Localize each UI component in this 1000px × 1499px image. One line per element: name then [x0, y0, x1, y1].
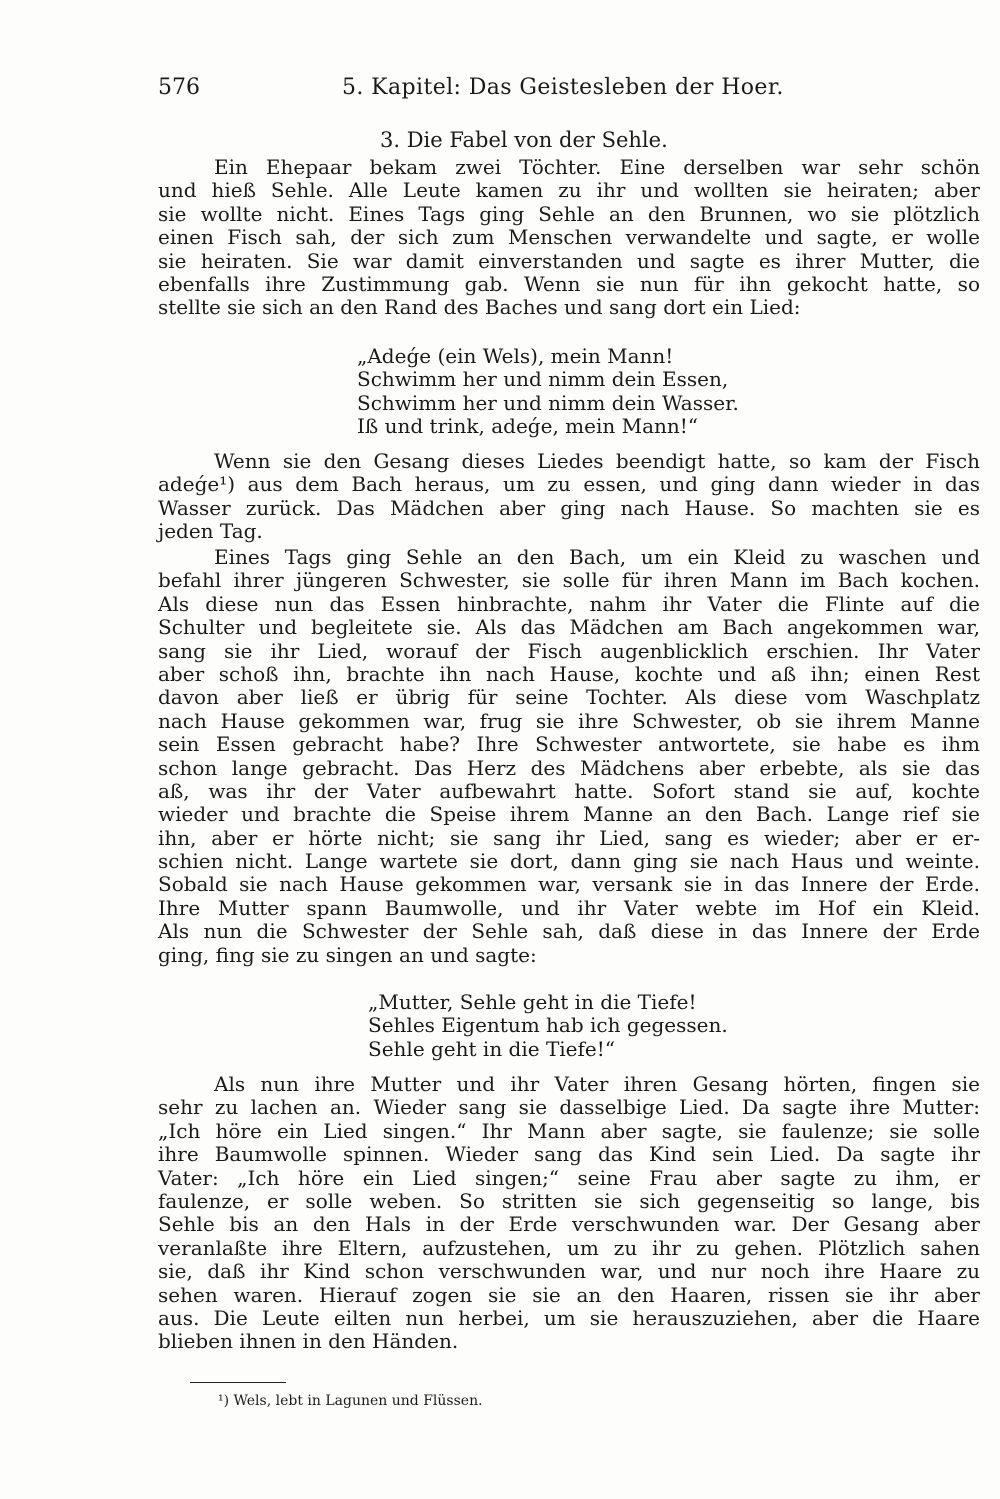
text-line: adeǵe¹) aus dem Bach heraus, um zu essen, und ging dann wieder in das: [158, 472, 980, 497]
text-line: ebenfalls ihre Zustimmung gab. Wenn sie nun für ihn gekocht hatte, so: [158, 271, 980, 296]
text-line: befahl ihrer jüngeren Schwester, sie solle für ihren Mann im Bach kochen.: [158, 568, 980, 593]
text-line: Als diese nun das Essen hinbrachte, nahm ihr Vater die Flinte auf die: [158, 591, 980, 616]
text-line: ging, fing sie zu singen an und sagte:: [158, 942, 537, 967]
text-line: sehr zu lachen an. Wieder sang sie dasselbige Lied. Da sagte ihre Mutter:: [158, 1095, 980, 1120]
text-line: faulenze, er solle weben. So stritten sie sich gegenseitig so lange, bis: [158, 1188, 980, 1213]
footnote: ¹) Wels, lebt in Lagunen und Flüssen.: [218, 1393, 483, 1409]
text-line: Ihre Mutter spann Baumwolle, und ihr Vater webte im Hof ein Kleid.: [158, 895, 980, 920]
verse-line: Schwimm her und nimm dein Wasser.: [357, 390, 739, 415]
text-line: Als nun die Schwester der Sehle sah, daß diese in das Innere der Erde: [158, 919, 980, 944]
text-line: ihre Baumwolle spinnen. Wieder sang das Kind sein Lied. Da sagte ihr: [158, 1142, 980, 1167]
text-line: sein Essen gebracht habe? Ihre Schwester antwortete, sie habe es ihm: [158, 732, 980, 757]
verse-line: „Mutter, Sehle geht in die Tiefe!: [368, 990, 697, 1014]
verse-line: Sehle geht in die Tiefe!“: [368, 1036, 616, 1061]
text-line: sie wollte nicht. Eines Tags ging Sehle an den Brunnen, wo sie plötzlich: [158, 201, 980, 226]
text-line: jeden Tag.: [158, 519, 263, 544]
text-line: sehen waren. Hierauf zogen sie sie an den Haaren, rissen sie ihr aber: [158, 1282, 980, 1307]
paragraph-4: [158, 1073, 980, 1354]
text-line: Sehle bis an den Hals in der Erde verschwunden war. Der Gesang aber: [158, 1212, 980, 1237]
text-line: „Ich höre ein Lied singen.“ Ihr Mann aber sagte, sie faulenze; sie solle: [158, 1118, 980, 1143]
text-line: stellte sie sich an den Rand des Baches und sang dort ein Lied:: [158, 295, 801, 320]
text-line: und hieß Sehle. Alle Leute kamen zu ihr und wollten sie heiraten; aber: [158, 178, 980, 203]
running-head: 5. Kapitel: Das Geistesleben der Hoer.: [342, 75, 784, 100]
footnote-divider: [190, 1382, 286, 1383]
verse-line: Iß und trink, adeǵe, mein Mann!“: [357, 414, 699, 439]
text-line: Als nun ihre Mutter und ihr Vater ihren Gesang hörten, fingen sie: [214, 1072, 980, 1096]
paragraph-2: [158, 450, 980, 544]
text-line: Ein Ehepaar bekam zwei Töchter. Eine derselben war sehr schön: [214, 155, 980, 179]
text-line: sang sie ihr Lied, worauf der Fisch augenblicklich erschien. Ihr Vater: [158, 638, 980, 663]
verse-2: [368, 991, 728, 1061]
text-line: Wasser zurück. Das Mädchen aber ging nach Hause. So machten sie es: [158, 495, 980, 520]
section-title: 3. Die Fabel von der Sehle.: [380, 128, 668, 152]
verse-line: „Adeǵe (ein Wels), mein Mann!: [357, 344, 674, 368]
text-line: sie heiraten. Sie war damit einverstanden und sagte es ihrer Mutter, die: [158, 248, 980, 273]
text-line: aber schoß ihn, brachte ihn nach Hause, kochte und aß ihn; einen Rest: [158, 661, 980, 686]
text-line: schon lange gebracht. Das Herz des Mädchens aber erbebte, als sie das: [158, 755, 980, 780]
page-number: 576: [158, 75, 200, 100]
verse-line: Sehles Eigentum hab ich gegessen.: [368, 1013, 728, 1038]
text-line: aus. Die Leute eilten nun herbei, um sie herauszuziehen, aber die Haare: [158, 1305, 980, 1330]
paragraph-3: [158, 546, 980, 967]
text-line: wieder und brachte die Speise ihrem Manne an den Bach. Lange rief sie: [158, 802, 980, 827]
page-header: [158, 72, 980, 104]
text-line: nach Hause gekommen war, frug sie ihre Schwester, ob sie ihrem Manne: [158, 708, 980, 733]
text-line: Sobald sie nach Hause gekommen war, versank sie in das Innere der Erde.: [158, 872, 980, 897]
text-line: aß, was ihr der Vater aufbewahrt hatte. Sofort stand sie auf, kochte: [158, 778, 980, 803]
text-line: Vater: „Ich höre ein Lied singen;“ seine Frau aber sagte zu ihm, er: [158, 1165, 980, 1190]
text-line: davon aber ließ er übrig für seine Tochter. Als diese vom Waschplatz: [158, 685, 980, 710]
verse-line: Schwimm her und nimm dein Essen,: [357, 367, 729, 392]
text-line: einen Fisch sah, der sich zum Menschen verwandelte und sagte, er wolle: [158, 225, 980, 250]
text-line: ihn, aber er hörte nicht; sie sang ihr Lied, sang es wieder; aber er er-: [158, 825, 980, 850]
text-line: sie, daß ihr Kind schon verschwunden war, und nur noch ihre Haare zu: [158, 1259, 980, 1284]
text-line: Schulter und begleitete sie. Als das Mädchen am Bach angekommen war,: [158, 615, 980, 640]
paragraph-1: [158, 156, 980, 320]
verse-1: [357, 345, 739, 439]
text-line: schien nicht. Lange wartete sie dort, dann ging sie nach Haus und weinte.: [158, 849, 980, 874]
text-line: veranlaßte ihre Eltern, aufzustehen, um zu ihr zu gehen. Plötzlich sahen: [158, 1235, 980, 1260]
text-line: Wenn sie den Gesang dieses Liedes beendigt hatte, so kam der Fisch: [214, 449, 980, 473]
text-line: Eines Tags ging Sehle an den Bach, um ein Kleid zu waschen und: [214, 545, 980, 569]
text-line: blieben ihnen in den Händen.: [158, 1329, 459, 1354]
